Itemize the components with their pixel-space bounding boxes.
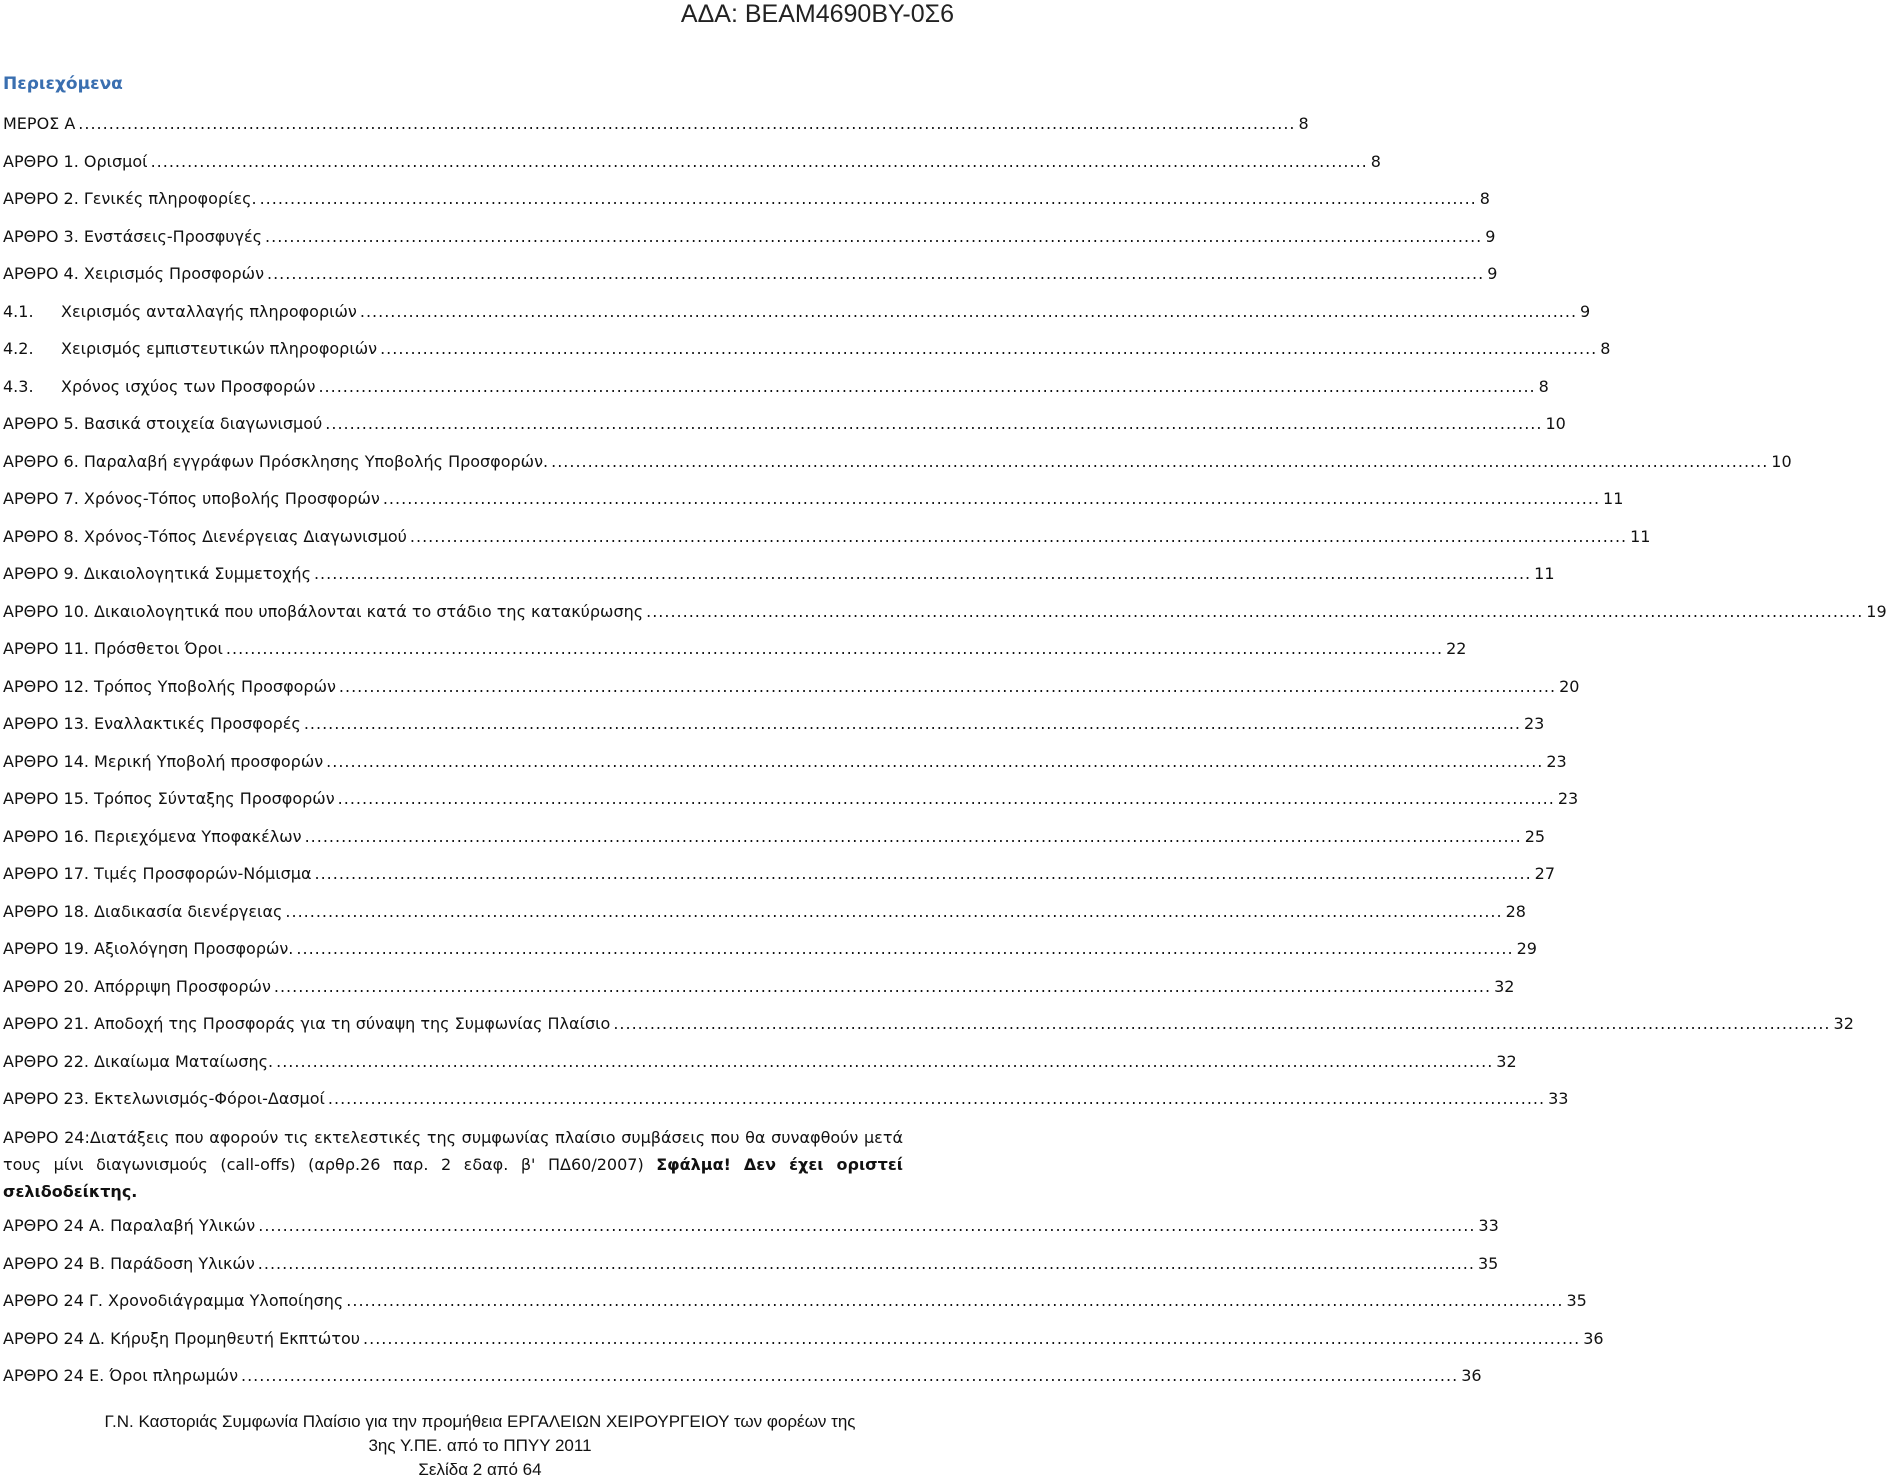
toc-entry-text: ΑΡΘΡΟ 6. Παραλαβή εγγράφων Πρόσκλησης Υποβολής Προσφορών.: [3, 451, 549, 471]
toc-entry-label: [3, 599, 643, 625]
toc-entry-page: 36: [1583, 1328, 1604, 1348]
toc-entry-text: ΑΡΘΡΟ 21. Αποδοχή της Προσφοράς για τη σύναψη της Συμφωνίας Πλαίσιο: [3, 1014, 611, 1033]
toc-entry-text: Χρόνος ισχύος των Προσφορών: [61, 376, 316, 396]
toc-entry-label: [3, 561, 311, 587]
toc-entry[interactable]: [3, 786, 1579, 812]
toc-entry-number: 4.1.: [3, 301, 34, 321]
toc-entry[interactable]: [3, 336, 1611, 362]
toc-entry[interactable]: [3, 486, 1624, 512]
dot-leader: ........................................................................................................................................................................................................: [318, 376, 1536, 396]
toc-entry[interactable]: [3, 1213, 1499, 1239]
toc-entry[interactable]: [3, 1326, 1604, 1352]
dot-leader: ........................................................................................................................................................................................................: [313, 564, 1532, 583]
toc-entry-label: [3, 224, 262, 250]
toc-entry-text: ΑΡΘΡΟ 15. Τρόπος Σύνταξης Προσφορών: [3, 789, 335, 808]
dot-leader: ........................................................................................................................................................................................................: [258, 1216, 1476, 1235]
toc-entry-text: ΑΡΘΡΟ 12. Τρόπος Υποβολής Προσφορών: [3, 676, 336, 696]
toc-entry-label: [3, 974, 271, 1000]
toc-entry-label: [3, 299, 357, 325]
toc-title: Περιεχόμενα: [3, 74, 123, 94]
toc-entry-label: [3, 1326, 360, 1352]
toc-entry-text: ΑΡΘΡΟ 17. Τιμές Προσφορών-Νόμισμα: [3, 864, 312, 883]
toc-entry-text: ΑΡΘΡΟ 14. Μερική Υποβολή προσφορών: [3, 751, 324, 771]
toc-entry-text: ΑΡΘΡΟ 22. Δικαίωμα Ματαίωσης.: [3, 1051, 274, 1071]
toc-entry-text: ΑΡΘΡΟ 24 Α. Παραλαβή Υλικών: [3, 1216, 256, 1235]
toc-entry[interactable]: [3, 149, 1381, 175]
toc-entry-page: 23: [1524, 714, 1545, 733]
dot-leader: ........................................................................................................................................................................................................: [363, 1328, 1581, 1348]
toc-entry-page: 8: [1479, 189, 1490, 208]
toc-entry-label: [3, 1288, 343, 1314]
toc-entry-page: 32: [1494, 976, 1515, 996]
toc-entry-text: Χειρισμός εμπιστευτικών πληροφοριών: [61, 339, 378, 358]
toc-entry-label: [3, 1251, 255, 1277]
toc-entry-text: ΑΡΘΡΟ 24 Β. Παράδοση Υλικών: [3, 1253, 255, 1273]
dot-leader: ........................................................................................................................................................................................................: [304, 826, 1522, 846]
toc-entry[interactable]: [3, 711, 1545, 737]
toc-entry[interactable]: [3, 936, 1537, 962]
dot-leader: ........................................................................................................................................................................................................: [338, 676, 1557, 696]
toc-entry-page: 11: [1630, 526, 1651, 546]
toc-entry[interactable]: [3, 1049, 1517, 1075]
toc-entry-page: 22: [1446, 639, 1467, 658]
toc-entry-label: [3, 936, 293, 962]
toc-entry-text: ΑΡΘΡΟ 9. Δικαιολογητικά Συμμετοχής: [3, 564, 311, 583]
toc-entry-label: [3, 336, 377, 362]
toc-entry[interactable]: [3, 974, 1515, 1000]
dot-leader: ........................................................................................................................................................................................................: [327, 1089, 1546, 1108]
ada-code: ΑΔΑ: ΒΕΑΜ4690ΒΥ-0Σ6: [680, 0, 954, 28]
toc-entry-text: ΑΡΘΡΟ 18. Διαδικασία διενέργειας: [3, 901, 283, 921]
toc-entry-label: [3, 1213, 255, 1239]
toc-entry[interactable]: [3, 1086, 1569, 1112]
dot-leader: ........................................................................................................................................................................................................: [646, 601, 1864, 621]
dot-leader: ........................................................................................................................................................................................................: [78, 114, 1296, 133]
toc-entry-page: 8: [1538, 376, 1549, 396]
toc-entry-page: 11: [1603, 489, 1624, 508]
toc-entry-label: [3, 186, 257, 212]
toc-entry[interactable]: [3, 899, 1526, 925]
toc-entry-label: [3, 411, 322, 437]
toc-entry-text: ΑΡΘΡΟ 10. Δικαιολογητικά που υποβάλονται κατά το στάδιο της κατακύρωσης: [3, 601, 644, 621]
dot-leader: ........................................................................................................................................................................................................: [225, 639, 1444, 658]
toc-entry-page: 9: [1485, 226, 1496, 246]
dot-leader: ........................................................................................................................................................................................................: [259, 189, 1477, 208]
toc-entry-label: [3, 149, 148, 175]
toc-entry-page: 35: [1566, 1291, 1587, 1311]
dot-leader: ........................................................................................................................................................................................................: [346, 1291, 1564, 1311]
dot-leader: ........................................................................................................................................................................................................: [265, 226, 1483, 246]
toc-entry-label: [3, 261, 264, 287]
toc-entry-page: 19: [1866, 601, 1887, 621]
toc-entry-page: 9: [1580, 301, 1591, 321]
footer-page-number: Σελίδα 2 από 64: [418, 1460, 542, 1479]
toc-entry-page: 32: [1833, 1014, 1854, 1033]
toc-entry-page: 23: [1557, 789, 1579, 808]
toc-entry[interactable]: [3, 186, 1490, 212]
toc-entry-text: ΑΡΘΡΟ 23. Εκτελωνισμός-Φόροι-Δασμοί: [3, 1089, 325, 1108]
dot-leader: ........................................................................................................................................................................................................: [276, 1051, 1494, 1071]
dot-leader: ........................................................................................................................................................................................................: [303, 714, 1521, 733]
dot-leader: ........................................................................................................................................................................................................: [267, 264, 1485, 283]
toc-entry-page: 10: [1771, 451, 1792, 471]
dot-leader: ........................................................................................................................................................................................................: [257, 1253, 1475, 1273]
footer-line-1: Γ.Ν. Καστοριάς Συμφωνία Πλαίσιο για την προμήθεια ΕΡΓΑΛΕΙΩΝ ΧΕΙΡΟΥΡΓΕΙΟΥ των φορέων της: [104, 1412, 856, 1431]
toc-entry-page: 36: [1461, 1366, 1482, 1386]
footer-line-2: 3ης Υ.ΠΕ. από το ΠΠΥΥ 2011: [368, 1436, 592, 1455]
toc-entry-page: 35: [1477, 1253, 1499, 1273]
toc-entry-label: [3, 674, 336, 700]
toc-entry-text: ΑΡΘΡΟ 24 Γ. Χρονοδιάγραμμα Υλοποίησης: [3, 1291, 344, 1311]
dot-leader: ........................................................................................................................................................................................................: [285, 901, 1503, 921]
toc-entry[interactable]: [3, 374, 1549, 400]
toc-entry-page: 32: [1496, 1051, 1517, 1071]
toc-entry-page: 33: [1548, 1089, 1569, 1108]
dot-leader: ........................................................................................................................................................................................................: [314, 864, 1532, 883]
toc-entry-label: [3, 636, 223, 662]
toc-entry-text: ΑΡΘΡΟ 8. Χρόνος-Τόπος Διενέργειας Διαγωνισμού: [3, 526, 407, 546]
toc-entry-label: [3, 786, 335, 812]
dot-leader: ........................................................................................................................................................................................................: [296, 939, 1514, 958]
toc-entry-page: 27: [1534, 864, 1556, 883]
toc-entry-page: 28: [1505, 901, 1526, 921]
dot-leader: ........................................................................................................................................................................................................: [241, 1366, 1459, 1386]
toc-entry[interactable]: [3, 299, 1591, 325]
toc-entry-label: [3, 1086, 325, 1112]
toc-entry-label: [3, 749, 323, 775]
toc-entry-text: ΑΡΘΡΟ 2. Γενικές πληροφορίες.: [3, 189, 257, 208]
toc-entry-label: [3, 824, 302, 850]
dot-leader: ........................................................................................................................................................................................................: [613, 1014, 1831, 1033]
toc-entry-text: ΑΡΘΡΟ 7. Χρόνος-Τόπος υποβολής Προσφορών: [3, 489, 380, 508]
toc-entry[interactable]: [3, 111, 1309, 137]
dot-leader: ........................................................................................................................................................................................................: [273, 976, 1492, 996]
toc-entry-page: 33: [1478, 1216, 1499, 1235]
toc-entry-text: ΑΡΘΡΟ 24 Ε. Όροι πληρωμών: [3, 1366, 238, 1386]
toc-entry[interactable]: [3, 1363, 1482, 1389]
toc-entry-text: ΑΡΘΡΟ 13. Εναλλακτικές Προσφορές: [3, 714, 301, 733]
dot-leader: ........................................................................................................................................................................................................: [380, 339, 1598, 358]
toc-entry[interactable]: [3, 524, 1651, 550]
toc-entry-page: 8: [1370, 151, 1381, 171]
dot-leader: ........................................................................................................................................................................................................: [150, 151, 1368, 171]
bookmark-error: Σφάλμα! Δεν έχει οριστεί σελιδοδείκτης.: [3, 1155, 903, 1201]
toc-entry-page: 8: [1298, 114, 1309, 133]
toc-entry-label: [3, 711, 301, 737]
toc-entry-page: 10: [1545, 414, 1566, 433]
toc-entry[interactable]: [3, 749, 1567, 775]
toc-entry-label: [3, 111, 75, 137]
toc-entry-text: Χειρισμός ανταλλαγής πληροφοριών: [61, 301, 357, 321]
toc-entry-label: [3, 1049, 273, 1075]
toc-entry-text: ΑΡΘΡΟ 19. Αξιολόγηση Προσφορών.: [3, 939, 294, 958]
toc-entry[interactable]: [3, 224, 1496, 250]
toc-entry-page: 23: [1546, 751, 1567, 771]
toc-entry-label: [3, 1363, 238, 1389]
toc-entry-page: 20: [1559, 676, 1580, 696]
toc-entry-text: ΑΡΘΡΟ 11. Πρόσθετοι Όροι: [3, 639, 223, 658]
toc-entry-page: 29: [1516, 939, 1537, 958]
toc-entry-text: ΑΡΘΡΟ 16. Περιεχόμενα Υποφακέλων: [3, 826, 302, 846]
toc-entry-page: 11: [1534, 564, 1555, 583]
toc-entry[interactable]: [3, 1011, 1854, 1037]
toc-entry-page: 8: [1600, 339, 1611, 358]
toc-entry-page: 9: [1487, 264, 1498, 283]
toc-entry-text: ΑΡΘΡΟ 24 Δ. Κήρυξη Προμηθευτή Εκπτώτου: [3, 1328, 361, 1348]
toc-entry-label: [3, 1011, 610, 1037]
toc-entry[interactable]: [3, 561, 1555, 587]
toc-entry[interactable]: [3, 449, 1792, 475]
article-24-text: ΑΡΘΡΟ 24:Διατάξεις που αφορούν τις εκτελεστικές της συμφωνίας πλαίσιο συμβάσεις που θα συναφθούν μετά τους μίνι διαγωνισμούς (call-offs) (αρθρ.26 παρ. 2 εδαφ. β' ΠΔ60/2007): [3, 1128, 903, 1174]
toc-entry-label: [3, 449, 548, 475]
toc-entry-text: ΑΡΘΡΟ 4. Χειρισμός Προσφορών: [3, 264, 264, 283]
toc-entry[interactable]: [3, 261, 1498, 287]
dot-leader: ........................................................................................................................................................................................................: [325, 414, 1543, 433]
toc-entry-text: ΑΡΘΡΟ 5. Βασικά στοιχεία διαγωνισμού: [3, 414, 323, 433]
toc-entry-text: ΑΡΘΡΟ 1. Ορισμοί: [3, 151, 148, 171]
toc-entry[interactable]: [3, 824, 1546, 850]
toc-entry-label: [3, 374, 315, 400]
toc-entry[interactable]: [3, 674, 1580, 700]
toc-entry-text: ΑΡΘΡΟ 20. Απόρριψη Προσφορών: [3, 976, 271, 996]
toc-entry-number: 4.2.: [3, 339, 34, 358]
dot-leader: ........................................................................................................................................................................................................: [359, 301, 1578, 321]
toc-entry-label: [3, 899, 282, 925]
toc-entry-label: [3, 524, 407, 550]
dot-leader: ........................................................................................................................................................................................................: [551, 451, 1769, 471]
toc-entry[interactable]: [3, 861, 1556, 887]
dot-leader: ........................................................................................................................................................................................................: [409, 526, 1628, 546]
toc-entry[interactable]: [3, 1251, 1499, 1277]
toc-entry[interactable]: [3, 636, 1467, 662]
toc-entry-label: [3, 861, 311, 887]
toc-entry-text: ΜΕΡΟΣ Α: [3, 114, 76, 133]
toc-entry-label: [3, 486, 380, 512]
toc-entry[interactable]: [3, 1288, 1587, 1314]
toc-entry-text: ΑΡΘΡΟ 3. Ενστάσεις-Προσφυγές: [3, 226, 263, 246]
toc-entry-page: 25: [1524, 826, 1546, 846]
toc-entry[interactable]: [3, 599, 1887, 625]
dot-leader: ........................................................................................................................................................................................................: [382, 489, 1601, 508]
toc-entry-number: 4.3.: [3, 376, 34, 396]
dot-leader: ........................................................................................................................................................................................................: [326, 751, 1544, 771]
article-24-paragraph[interactable]: [3, 1124, 903, 1205]
dot-leader: ........................................................................................................................................................................................................: [337, 789, 1555, 808]
toc-entry[interactable]: [3, 411, 1566, 437]
